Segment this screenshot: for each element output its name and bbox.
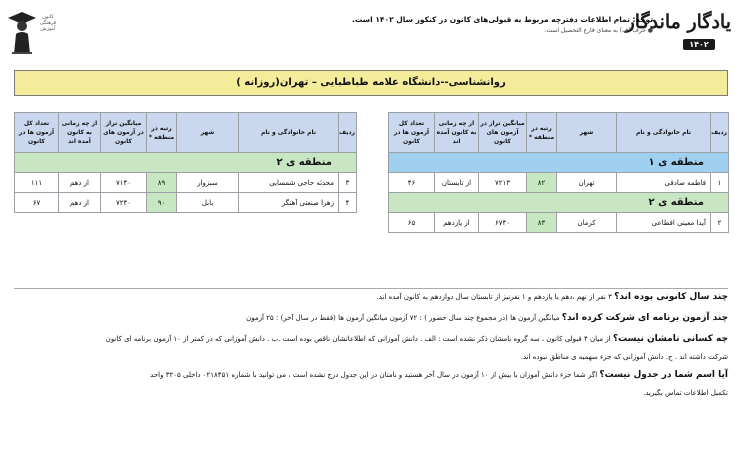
faq-question: آیا اسم شما در جدول نیست؟	[599, 370, 728, 380]
cell-rank: ۸۳	[527, 213, 557, 233]
cell-total: ۱۱۱	[15, 173, 59, 193]
cell-name: زهرا صنعتی آهنگر	[239, 193, 339, 213]
cell-city: کرمان	[557, 213, 617, 233]
table-row	[389, 213, 729, 233]
region-row	[389, 153, 729, 173]
cell-rank: ۸۹	[147, 173, 177, 193]
faq-answer: اگر شما جزء دانش آموزان با بیش از ۱۰ آزمون در سال آخر هستید و نامتان در این جدول درج نشده است ، می توانید با شماره ۰۲۱۸۴۵۱ داخلی ۳۲۰۵ واحد	[150, 371, 600, 379]
cell-rank: ۸۲	[527, 173, 557, 193]
cell-since: از یازدهم	[435, 213, 479, 233]
cell-city: تهران	[557, 173, 617, 193]
cell-rank: ۹۰	[147, 193, 177, 213]
table-header-row	[15, 113, 357, 153]
program-title: روانشناسی--دانشگاه علامه طباطبایی – تهران(روزانه )	[14, 70, 728, 96]
cell-row: ۳	[339, 173, 357, 193]
brand-logo	[625, 11, 731, 50]
col-city: شهر	[177, 113, 239, 153]
cell-since: از تابستان	[435, 173, 479, 193]
table-row	[389, 173, 729, 193]
faq-not-listed-cont	[14, 386, 728, 400]
faq-question: چند سال کانونی بوده اند؟	[614, 292, 728, 302]
faq-answer: تکمیل اطلاعات تماس بگیرید.	[643, 389, 728, 397]
col-since: از چه زمانی به کانون آمده اند	[59, 113, 101, 153]
faq-answer: شرکت داشته اند . ج. دانش آموزانی که جزء سهمیه ی مناطق نبوده اند.	[520, 353, 728, 361]
region-row	[15, 153, 357, 173]
faq-missing-names-cont	[14, 350, 728, 364]
col-since: از چه زمانی به کانون آمده اند	[435, 113, 479, 153]
cell-score: ۶۷۴۰	[479, 213, 527, 233]
faq-question: چند آزمون برنامه ای شرکت کرده اند؟	[561, 313, 728, 323]
cell-since: از دهم	[59, 173, 101, 193]
notice-sub: ● حرف (ف) به معنای فارغ التحصیل است.	[544, 27, 653, 34]
table-header-row	[389, 113, 729, 153]
cell-row: ۱	[711, 173, 729, 193]
cell-score: ۷۲۴۰	[101, 193, 147, 213]
cell-total: ۶۷	[15, 193, 59, 213]
faq-not-listed	[14, 368, 728, 382]
table-row	[15, 173, 357, 193]
logo-year: ۱۴۰۲	[683, 39, 715, 50]
notice-main: توجه: تمام اطلاعات دفترچه مربوط به قبولی‌های کانون در کنکور سال ۱۴۰۲ است.	[352, 15, 653, 24]
divider	[14, 288, 728, 289]
faq-exams	[14, 311, 728, 325]
faq-answer: میانگین آزمون ها (در مجموع چند سال حضور ) : ۷۲ آزمون میانگین آزمون ها (فقط در سال آخر) : ۲۵ آزمون	[246, 314, 562, 322]
faq-years	[14, 290, 728, 304]
cell-score: ۷۱۴۰	[101, 173, 147, 193]
col-total: تعداد کل آزمون ها در کانون	[15, 113, 59, 153]
cell-city: بابل	[177, 193, 239, 213]
col-row: ردیف	[339, 113, 357, 153]
region-label: منطقه ی ۲	[389, 193, 729, 213]
region-label: منطقه ی ۱	[389, 153, 729, 173]
cell-name: محدثه حاجی شمسایی	[239, 173, 339, 193]
cell-since: از دهم	[59, 193, 101, 213]
col-name: نام خانوادگی و نام	[239, 113, 339, 153]
cell-name: فاطمه صادقی	[617, 173, 711, 193]
cell-row: ۲	[711, 213, 729, 233]
col-score: میانگین تراز در آزمون های کانون	[101, 113, 147, 153]
cell-name: آیدا معینی اقطاعی	[617, 213, 711, 233]
col-rank: رتبه در منطقه *	[147, 113, 177, 153]
col-city: شهر	[557, 113, 617, 153]
col-total: تعداد کل آزمون ها در کانون	[389, 113, 435, 153]
cell-row: ۴	[339, 193, 357, 213]
notice-block	[273, 14, 653, 35]
faq-question: چه کسانی نامشان نیست؟	[612, 334, 728, 344]
admissions-table-right	[388, 112, 729, 233]
col-rank: رتبه در منطقه *	[527, 113, 557, 153]
region-label: منطقه ی ۲	[15, 153, 357, 173]
table-row	[15, 193, 357, 213]
faq-missing-names	[14, 332, 728, 346]
logo-title: یادگار ماندگار	[625, 11, 731, 33]
faq-answer: از میان ۴ قبولی کانون ، سه گروه نامشان ذکر نشده است : الف . دانش آموزانی که اطلاعاتشان ناقص بوده است .ب . دانش آموزانی که در کمتر از ۱۰ آزمون برنامه ای کانون	[105, 335, 613, 343]
cell-city: سبزوار	[177, 173, 239, 193]
col-row: ردیف	[711, 113, 729, 153]
brand-side-label: کانون فرهنگی آموزش	[39, 14, 57, 32]
admissions-table-left	[14, 112, 357, 213]
faq-answer: ۳ نفر از نهم ،دهم یا یازدهم و ۱ نفرنیز از تابستان سال دوازدهم به کانون آمده اند.	[376, 293, 615, 301]
region-row	[389, 193, 729, 213]
cell-score: ۷۲۱۳	[479, 173, 527, 193]
col-name: نام خانوادگی و نام	[617, 113, 711, 153]
col-score: میانگین تراز در آزمون های کانون	[479, 113, 527, 153]
cell-total: ۶۵	[389, 213, 435, 233]
cell-total: ۴۶	[389, 173, 435, 193]
